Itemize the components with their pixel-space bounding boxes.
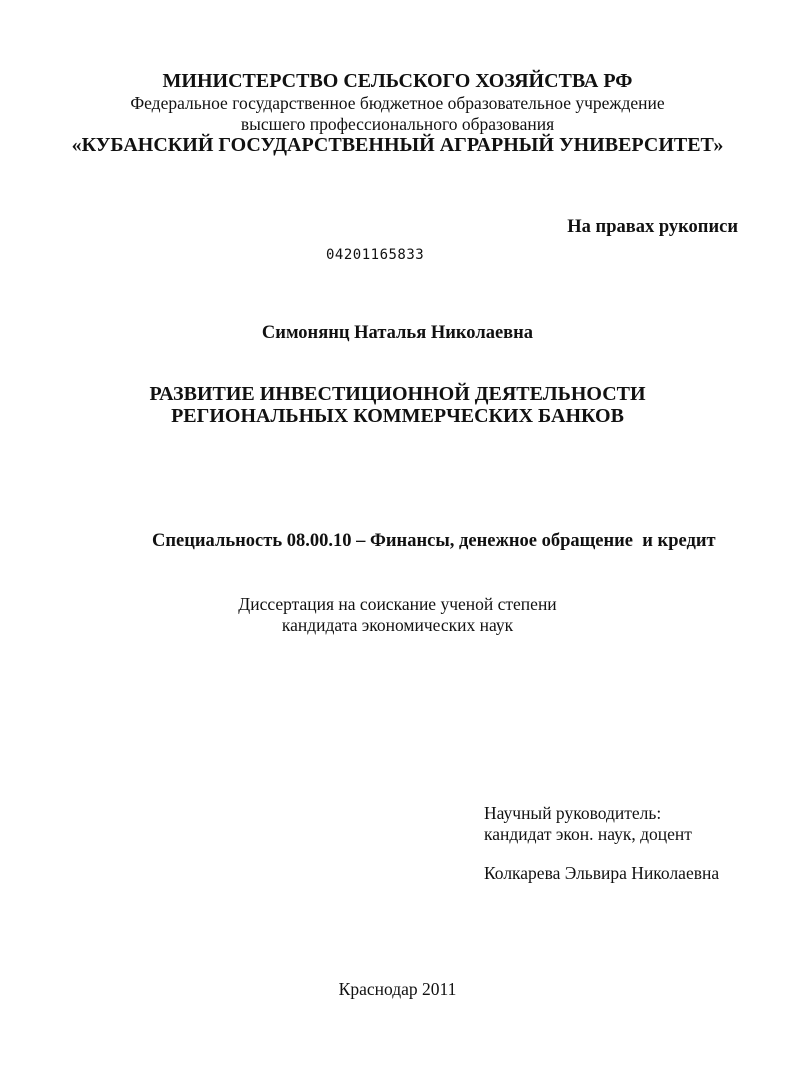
supervisor-label: Научный руководитель: [484,803,662,823]
university-name: «КУБАНСКИЙ ГОСУДАРСТВЕННЫЙ АГРАРНЫЙ УНИВЕРСИТЕТ» [71,134,724,156]
institution-type-line: Федеральное государственное бюджетное образовательное учреждение [130,93,665,113]
dissertation-degree-line-1: Диссертация на соискание ученой степени [238,594,557,614]
supervisor-name: Колкарева Эльвира Николаевна [484,863,720,883]
dissertation-degree-line-2: кандидата экономических наук [281,615,514,635]
thesis-title-line-1: РАЗВИТИЕ ИНВЕСТИЦИОННОЙ ДЕЯТЕЛЬНОСТИ [149,383,646,405]
education-level-line: высшего профессионального образования [240,114,555,134]
ministry-heading: МИНИСТЕРСТВО СЕЛЬСКОГО ХОЗЯЙСТВА РФ [162,70,633,92]
document-code: 04201165833 [326,247,425,263]
supervisor-degree: кандидат экон. наук, доцент [484,824,692,844]
manuscript-note: На правах рукописи [567,217,738,237]
author-name: Симонянц Наталья Николаевна [261,323,534,343]
city-year: Краснодар 2011 [338,979,457,999]
thesis-title-line-2: РЕГИОНАЛЬНЫХ КОММЕРЧЕСКИХ БАНКОВ [171,405,624,427]
specialty-line: Специальность 08.00.10 – Финансы, денежное обращение и кредит [152,531,716,551]
